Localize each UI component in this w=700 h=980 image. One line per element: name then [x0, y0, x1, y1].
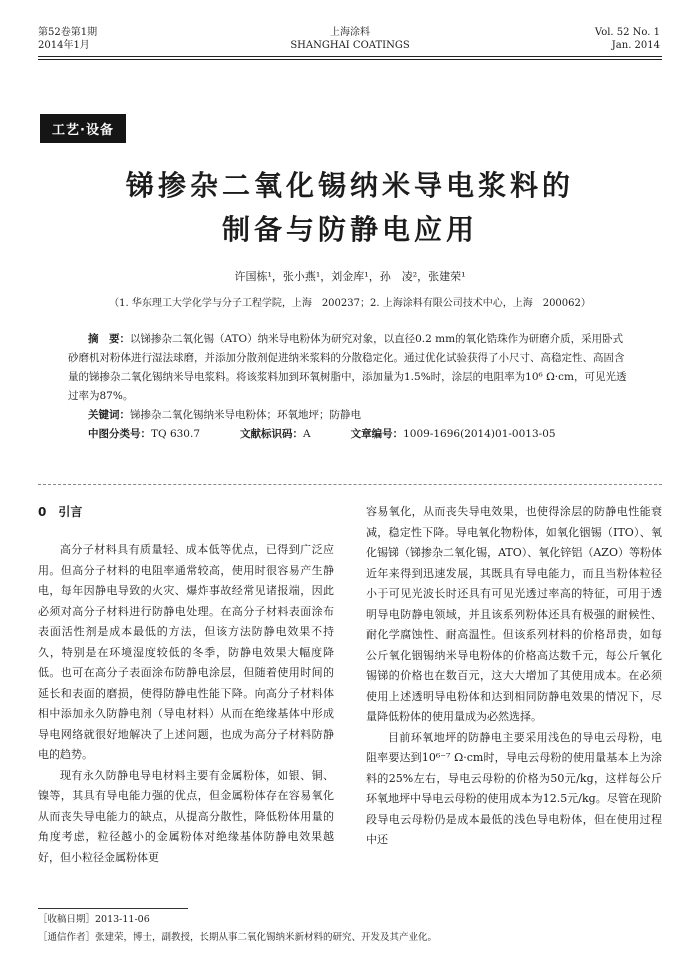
doc-code-value: A [303, 428, 311, 440]
body-paragraph: 现有永久防静电导电材料主要有金属粉体，如银、铜、镍等，其具有导电能力强的优点，但金属粉体存在容易氧化从而丧失导电能力的缺点，从提高分散性，降低粉体用量的角度考虑，粒径越小的金属粉体对绝缘基体防静电效果越好，但小粒径金属粉体更 [38, 768, 334, 864]
journal-name-en: SHANGHAI COATINGS [290, 40, 410, 51]
received-date: ［收稿日期］2013-11-06 [38, 914, 150, 925]
article-number-value: 1009-1696(2014)01-0013-05 [403, 428, 556, 440]
body-column-right [366, 502, 662, 851]
article-title-line1: 锑掺杂二氧化锡纳米导电浆料的 [125, 169, 574, 202]
abstract [38, 330, 662, 406]
body-column-left [38, 502, 334, 868]
volume-issue-en: Vol. 52 No. 1 [594, 27, 660, 38]
header-rule [38, 56, 662, 57]
corresponding-author: ［通信作者］张建荣，博士，副教授，长期从事二氧化锡纳米新材料的研究、开发及其产业化。 [38, 932, 438, 943]
keywords [38, 406, 662, 425]
clc-number [88, 425, 200, 444]
classification-row [38, 425, 662, 444]
journal-name-cn: 上海涂料 [330, 27, 370, 38]
body-paragraph: 容易氧化，从而丧失导电效果，也使得涂层的防静电性能衰减，稳定性下降。导电氧化物粉体，如氧化铟锡（ITO）、氧化锡锑（锑掺杂二氧化锡，ATO）、氧化锌铝（AZO）等粉体近年来得到迅速发展，其既具有导电能力，而且当粉体粒径小于可见光波长时还具有可见光透过率高的特征，可用于透明导电防静电领域，并且该系列粉体还具有极强的耐候性、耐化学腐蚀性、耐高温性。但该系列材料的价格昂贵，如每公斤氧化铟锡纳米导电粉体的价格高达数千元，每公斤氧化锡锑的价格也在数百元，这大大增加了其使用成本。在必须使用上述透明导电粉体和达到相同防静电效果的情况下，尽量降低粉体的使用量成为必然选择。 [366, 505, 662, 723]
abstract-text: 以锑掺杂二氧化锡（ATO）纳米导电粉体为研究对象，以直径0.2 mm的氧化锆珠作为研磨介质，采用卧式砂磨机对粉体进行湿法球磨，并添加分散剂促进纳米浆料的分散稳定化。通过优化试验获得了小尺寸、高稳定性、高固含量的锑掺杂二氧化锡纳米导电浆料。将该浆料加到环氧树脂中，添加量为1.5%时，涂层的电阻率为10⁶ Ω·cm，可见光透过率为87%。 [68, 333, 627, 402]
clc-label: 中图分类号： [88, 428, 151, 440]
author-affiliation: （1. 华东理工大学化学与分子工程学院，上海 200237；2. 上海涂料有限公司技术中心，上海 200062） [109, 298, 591, 309]
document-code [240, 425, 311, 444]
article-title-line2: 制备与防静电应用 [221, 213, 478, 246]
body-paragraph: 高分子材料具有质量轻、成本低等优点，已得到广泛应用。但高分子材料的电阻率通常较高，使用时很容易产生静电，每年因静电导致的火灾、爆炸事故经常见诸报端，因此必须对高分子材料进行防静电处理。在高分子材料表面涂布表面活性剂是成本最低的方法，但该方法防静电效果不持久，特别是在环境湿度较低的冬季，防静电效果大幅度降低。也可在高分子表面涂布防静电涂层，但随着使用时间的延长和表面的磨损，使得防静电性能下降。向高分子材料体相中添加永久防静电剂（导电材料）从而在绝缘基体中形成导电网络就很好地解决了上述问题，也成为高分子材料防静电的趋势。 [38, 543, 334, 761]
footnote-rule [38, 908, 188, 909]
author-list: 许国栋¹，张小燕¹，刘金库¹，孙 凌²，张建荣¹ [234, 270, 466, 283]
volume-issue: 第52卷第1期 [38, 27, 98, 38]
header-rule-2 [38, 59, 662, 60]
journal-issue-info-en [595, 26, 660, 52]
abstract-block [38, 330, 662, 444]
issue-date: 2014年1月 [38, 40, 90, 51]
issue-date-en: Jan. 2014 [611, 40, 660, 51]
abstract-label: 摘 要： [88, 333, 130, 345]
article-number-label: 文章编号： [350, 428, 404, 440]
body-paragraph: 目前环氧地坪的防静电主要采用浅色的导电云母粉，电阻率要达到10⁶⁻⁷ Ω·cm时，导电云母粉的使用量基本上为涂料的25%左右，导电云母粉的价格为50元/kg，这样每公斤环氧地坪中导电云母粉的使用成本为12.5元/kg。尽管在现阶段导电云母粉仍是成本最低的浅色导电粉体，但在使用过程中还 [366, 730, 662, 846]
article-number [351, 425, 556, 444]
doc-code-label: 文献标识码： [240, 428, 304, 440]
section-tag: 工艺·设备 [40, 114, 126, 143]
keywords-label: 关键词： [88, 409, 130, 421]
section-heading: 0 引言 [38, 505, 83, 519]
clc-value: TQ 630.7 [151, 428, 201, 440]
abstract-divider [38, 484, 662, 485]
keywords-text: 锑掺杂二氧化锡纳米导电粉体；环氧地坪；防静电 [130, 409, 361, 421]
